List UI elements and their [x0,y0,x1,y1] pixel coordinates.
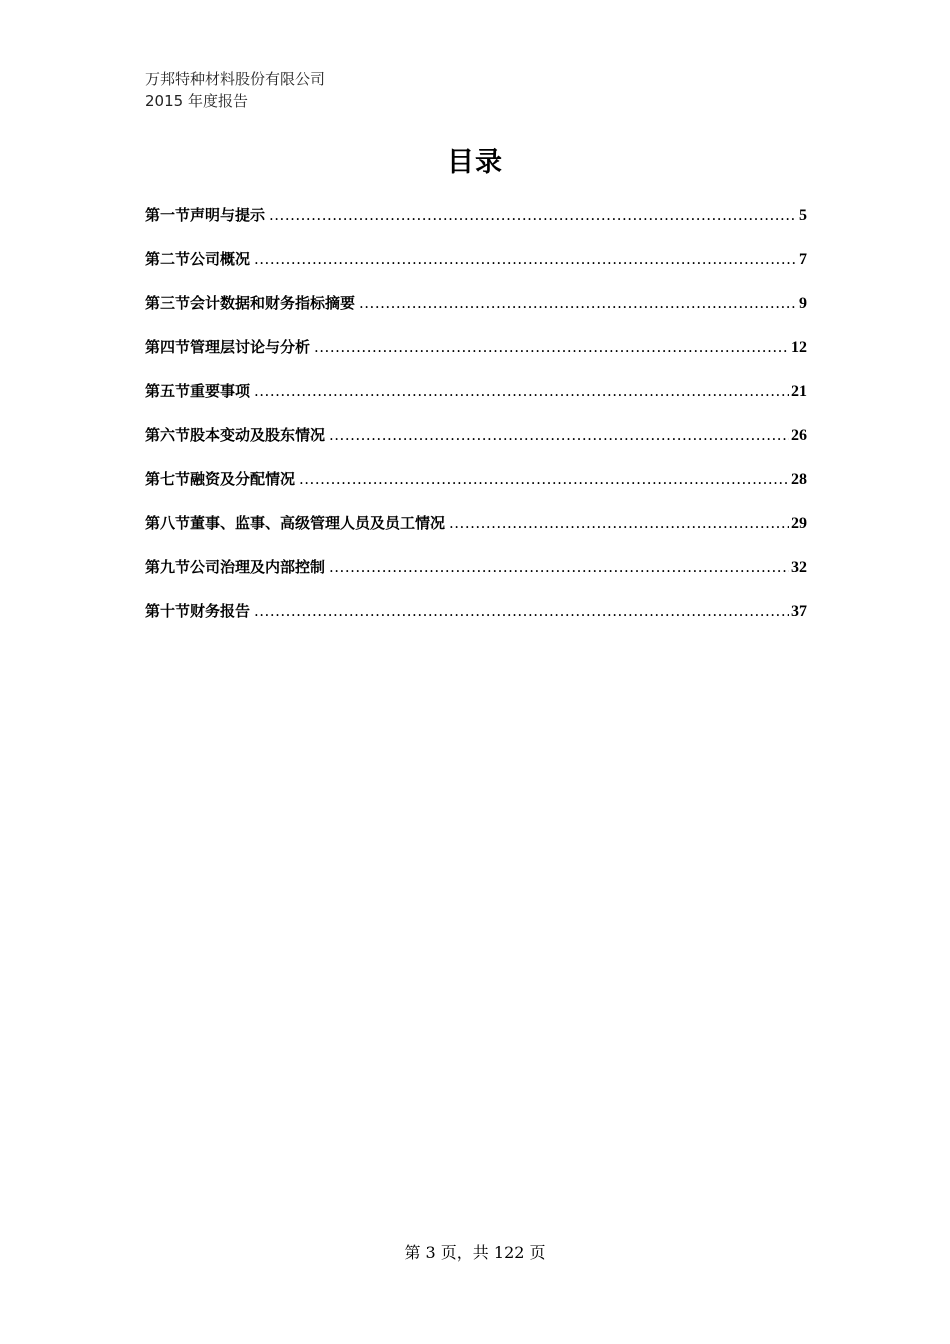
toc-entry-7[interactable] [145,468,807,512]
toc-entry-page: 12 [791,339,807,356]
toc-entry-page: 5 [799,207,807,224]
toc-entry-8[interactable] [145,512,807,556]
toc-entry-9[interactable] [145,556,807,600]
toc-entry-page: 28 [791,471,807,488]
toc-entry-page: 26 [791,427,807,444]
toc-entry-page: 7 [799,251,807,268]
toc-leader [254,250,797,268]
toc-leader [254,602,789,620]
toc-entry-page: 32 [791,559,807,576]
page-footer: 第 3 页，共 122 页 [404,1243,546,1262]
toc-entry-10[interactable] [145,600,807,644]
toc-entry-label: 第四节管理层讨论与分析 [145,338,311,356]
toc-leader [269,206,797,224]
toc-entry-label: 第十节财务报告 [145,602,251,620]
toc-entry-label: 第九节公司治理及内部控制 [145,558,326,576]
toc-leader [314,338,789,356]
toc-entry-page: 37 [791,603,807,620]
toc-entry-3[interactable] [145,292,807,336]
toc-entry-label: 第二节公司概况 [145,250,251,268]
toc-entry-label: 第一节声明与提示 [145,206,266,224]
toc-leader [359,294,797,312]
toc-entry-label: 第八节董事、监事、高级管理人员及员工情况 [145,514,446,532]
toc-entry-4[interactable] [145,336,807,380]
toc-entry-1[interactable] [145,204,807,248]
toc-entry-label: 第五节重要事项 [145,382,251,400]
toc-entry-page: 29 [791,515,807,532]
document-header [145,68,325,112]
company-name: 万邦特种材料股份有限公司 [145,70,326,88]
toc-entry-page: 21 [791,383,807,400]
report-title: 2015 年度报告 [145,92,248,110]
toc-title: 目录 [447,147,503,178]
toc-entry-2[interactable] [145,248,807,292]
toc-entry-page: 9 [799,295,807,312]
toc-leader [299,470,789,488]
table-of-contents [145,204,807,644]
toc-leader [254,382,789,400]
toc-entry-6[interactable] [145,424,807,468]
toc-entry-label: 第三节会计数据和财务指标摘要 [145,294,356,312]
toc-leader [329,558,789,576]
toc-entry-label: 第六节股本变动及股东情况 [145,426,326,444]
toc-entry-label: 第七节融资及分配情况 [145,470,296,488]
toc-leader [449,514,789,532]
toc-entry-5[interactable] [145,380,807,424]
toc-leader [329,426,789,444]
